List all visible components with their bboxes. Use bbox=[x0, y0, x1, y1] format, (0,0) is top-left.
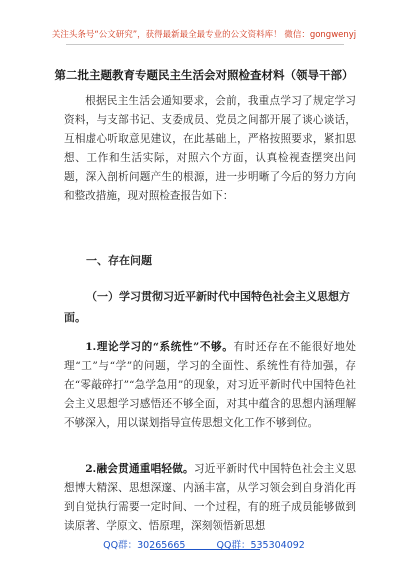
footer-qq-2: QQ群：535304092 bbox=[216, 540, 305, 551]
footer-qq-1: QQ群：30265665 bbox=[103, 540, 186, 551]
intro-paragraph bbox=[64, 92, 356, 205]
point-1-text: 有时还存在不能很好地处理“工”与“学”的问题，学习的全面性、系统性有待加强，存在“零敲碎打”“急学急用”的现象，对习近平新时代中国特色社会主义思想学习感悟还不够全面，对其中蕴含的思想内涵理解不够深入，用以谋划指导宣传思想文化工作不够到位。 bbox=[64, 341, 357, 429]
header-banner: 关注头条号“公文研究”，获得最新最全最专业的公文资料库！ 微信：gongwenyj bbox=[51, 30, 357, 40]
header-divider bbox=[66, 44, 344, 45]
subsection-heading-1: （一）学习贯彻习近平新时代中国特色社会主义思想方面。 bbox=[64, 290, 350, 324]
point-2-paragraph bbox=[64, 460, 356, 536]
point-2-lead: 2.融会贯通重唱轻做。 bbox=[85, 463, 194, 475]
document-title: 第二批主题教育专题民主生活会对照检查材料（领导干部） bbox=[54, 68, 354, 82]
section-heading-1: 一、存在问题 bbox=[86, 254, 152, 267]
point-1-lead: 1.理论学习的“系统性”不够。 bbox=[85, 341, 234, 353]
point-1-paragraph bbox=[64, 338, 356, 433]
intro-text: 根据民主生活会通知要求，会前，我重点学习了规定学习资料，与支部书记、支委成员、党员之间都开展了谈心谈话，互相虚心听取意见建议，在此基础上，严格按照要求，紧扣思想、工作和生活实际，对照六个方面，认真检视查摆突出问题，深入剖析问题产生的根源，进一步明晰了今后的努力方向和整改措施，现对照检查报告如下： bbox=[64, 95, 356, 202]
point-2-text: 习近平新时代中国特色社会主义思想博大精深、思想深邃、内涵丰富，从学习领会到自身消化再到自觉执行需要一定时间、一个过程，有的班子成员能够做到读原著、学原文、悟原理，深刻领悟新思想 bbox=[64, 463, 357, 532]
footer-underline bbox=[150, 549, 260, 550]
